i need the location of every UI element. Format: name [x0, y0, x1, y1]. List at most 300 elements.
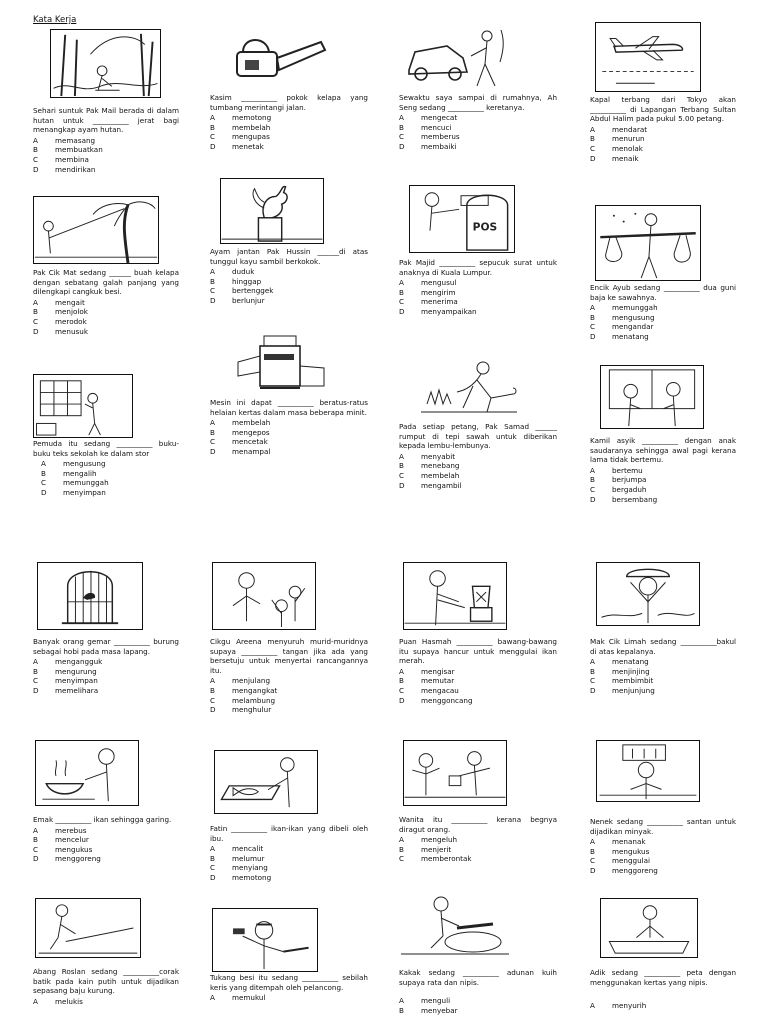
option-letter: A	[210, 418, 215, 428]
question-20	[590, 740, 736, 876]
option-letter: A	[590, 657, 595, 667]
options-list	[210, 418, 368, 456]
option[interactable]	[210, 418, 368, 428]
option-text: mengukus	[55, 844, 93, 854]
option[interactable]	[399, 297, 557, 307]
option-text: memelihara	[55, 685, 99, 695]
blender-icon	[403, 562, 507, 630]
option-text: membaiki	[421, 141, 457, 151]
option[interactable]	[590, 134, 736, 144]
question-15	[399, 562, 557, 705]
question-14	[210, 562, 368, 715]
options-list	[399, 996, 557, 1015]
option-letter: C	[399, 470, 405, 480]
options-list	[33, 298, 179, 336]
tracing-map-icon	[600, 898, 698, 958]
question-stem: Encik Ayub sedang __________ dua guni baja ke sawahnya.	[590, 283, 736, 302]
option[interactable]	[590, 303, 736, 313]
option-letter: B	[33, 307, 38, 317]
option[interactable]	[210, 696, 368, 706]
option-text: menyiang	[232, 863, 268, 873]
option-letter: A	[210, 113, 215, 123]
option-letter: A	[33, 657, 38, 667]
option-text: membimbit	[612, 676, 654, 686]
option[interactable]	[590, 676, 736, 686]
option-letter: B	[33, 666, 38, 676]
question-17	[33, 740, 179, 864]
option[interactable]	[399, 452, 557, 462]
option-text: mengusung	[612, 312, 655, 322]
option[interactable]	[399, 307, 557, 317]
question-22	[210, 908, 368, 1003]
option-text: mengepos	[232, 427, 270, 437]
option-text: menyimpan	[55, 676, 98, 686]
option[interactable]	[399, 686, 557, 696]
question-stem: Mak Cik Limah sedang __________bakul di atas kepalanya.	[590, 637, 736, 656]
forest-trap-icon	[50, 29, 161, 98]
option[interactable]	[590, 495, 736, 505]
option-letter: A	[399, 835, 404, 845]
option-text: memunggah	[63, 478, 109, 488]
option-letter: C	[33, 676, 39, 686]
option[interactable]	[33, 835, 179, 845]
option-letter: D	[33, 854, 39, 864]
question-stem: Kamil asyik __________ dengan anak saudaranya sehingga awal pagi kerana lama tidak bertemu.	[590, 436, 736, 465]
option-letter: C	[210, 286, 216, 296]
option[interactable]	[399, 123, 557, 133]
option-text: menyampaikan	[421, 306, 477, 316]
option-text: membina	[55, 154, 89, 164]
question-stem: Kakak sedang __________ adunan kuih supaya rata dan nipis.	[399, 968, 557, 987]
option-text: bertemu	[612, 465, 643, 475]
option[interactable]	[590, 856, 736, 866]
option-letter: B	[399, 676, 404, 686]
birdcage-icon	[37, 562, 143, 630]
option-letter: B	[210, 122, 215, 132]
option[interactable]	[210, 447, 368, 457]
option-letter: B	[399, 461, 404, 471]
option-letter: B	[41, 468, 46, 478]
batik-drawing-icon	[35, 898, 141, 958]
option[interactable]	[33, 145, 179, 155]
svg-text:POS: POS	[472, 220, 498, 234]
option-text: mengambil	[421, 480, 462, 490]
option-text: mendarat	[612, 124, 648, 134]
question-stem: Fatin __________ ikan-ikan yang dibeli oleh ibu.	[210, 824, 368, 843]
option-letter: C	[590, 322, 596, 332]
option[interactable]	[33, 845, 179, 855]
options-list	[210, 676, 368, 714]
option-text: menolak	[612, 143, 643, 153]
option-text: mencetak	[232, 437, 268, 447]
option-letter: B	[590, 846, 595, 856]
option-text: menjulang	[232, 676, 271, 686]
option-letter: D	[590, 153, 596, 163]
option-text: membelah	[232, 418, 271, 428]
option-text: memotong	[232, 113, 272, 123]
question-19	[399, 740, 557, 864]
page-title: Kata Kerja	[33, 15, 77, 25]
option-letter: D	[590, 494, 596, 504]
option[interactable]	[590, 125, 736, 135]
option-letter: A	[399, 996, 404, 1006]
option-letter: B	[590, 666, 595, 676]
option[interactable]	[33, 327, 179, 337]
option-text: memberontak	[421, 854, 472, 864]
option[interactable]	[33, 136, 179, 146]
question-stem: Kasim __________ pokok kelapa yang tumbang merintangi jalan.	[210, 93, 368, 112]
option-text: mengangkat	[232, 685, 278, 695]
question-stem: Sehari suntuk Pak Mail berada di dalam hutan untuk __________ jerat bagi menangkap ayam hutan.	[33, 106, 179, 135]
option-text: menjerit	[421, 844, 452, 854]
option-letter: C	[210, 863, 216, 873]
option-letter: C	[399, 297, 405, 307]
option-text: mengacau	[421, 685, 459, 695]
option-letter: D	[41, 487, 47, 497]
option-letter: A	[590, 837, 595, 847]
option[interactable]	[33, 676, 179, 686]
option-text: merebus	[55, 825, 87, 835]
option-text: hinggap	[232, 276, 262, 286]
option-text: berlunjur	[232, 295, 265, 305]
option[interactable]	[210, 844, 368, 854]
question-18	[210, 750, 368, 883]
option[interactable]	[33, 165, 179, 175]
option[interactable]	[590, 466, 736, 476]
option-letter: D	[590, 685, 596, 695]
option[interactable]	[33, 686, 179, 696]
option-letter: B	[399, 287, 404, 297]
question-stem: Emak __________ ikan sehingga garing.	[33, 815, 172, 824]
option-text: menaik	[612, 153, 639, 163]
option[interactable]	[590, 1001, 736, 1011]
option-text: menggoreng	[612, 865, 658, 875]
option[interactable]	[33, 307, 179, 317]
question-3	[399, 22, 557, 152]
rooster-icon	[220, 178, 324, 244]
question-stem: Sewaktu saya sampai di rumahnya, Ah Seng sedang __________ keretanya.	[399, 93, 557, 112]
option[interactable]	[210, 113, 368, 123]
question-stem: Pemuda itu sedang __________ buku-buku teks sekolah ke dalam stor	[33, 439, 179, 458]
option[interactable]	[33, 317, 179, 327]
option-text: mencalit	[232, 844, 264, 854]
printer-icon	[234, 332, 326, 394]
options-list	[33, 997, 179, 1007]
option[interactable]	[590, 485, 736, 495]
question-5	[33, 196, 179, 336]
option-letter: D	[399, 480, 405, 490]
option[interactable]	[210, 676, 368, 686]
option-text: mengalih	[63, 468, 97, 478]
option[interactable]	[399, 676, 557, 686]
option[interactable]	[590, 322, 736, 332]
option[interactable]	[590, 154, 736, 164]
question-23	[399, 886, 557, 1015]
option[interactable]	[33, 854, 179, 864]
option-letter: C	[590, 143, 596, 153]
option-letter: A	[399, 666, 404, 676]
options-list	[590, 466, 736, 504]
option[interactable]	[41, 469, 179, 479]
options-list	[210, 267, 368, 305]
option-letter: D	[590, 865, 596, 875]
chainsaw-icon	[219, 22, 329, 90]
option[interactable]	[590, 332, 736, 342]
question-9	[210, 332, 368, 457]
option[interactable]	[399, 142, 557, 152]
option-letter: C	[399, 685, 405, 695]
option-text: memutar	[421, 676, 455, 686]
question-stem: Banyak orang gemar __________ burung sebagai hobi pada masa lapang.	[33, 637, 179, 656]
option-letter: A	[399, 113, 404, 123]
option[interactable]	[399, 696, 557, 706]
option[interactable]	[33, 667, 179, 677]
option-text: membelah	[232, 122, 271, 132]
question-stem: Puan Hasmah __________ bawang-bawang itu supaya hancur untuk menggulai ikan merah.	[399, 637, 557, 666]
option[interactable]	[399, 854, 557, 864]
option-letter: C	[210, 437, 216, 447]
option-text: melambung	[232, 695, 276, 705]
options-list	[33, 136, 179, 174]
option-text: menggoreng	[55, 854, 101, 864]
option[interactable]	[590, 667, 736, 677]
option-text: mengecat	[421, 113, 458, 123]
option-letter: B	[210, 685, 215, 695]
option[interactable]	[210, 267, 368, 277]
options-list	[590, 303, 736, 341]
option[interactable]	[210, 132, 368, 142]
question-2	[210, 22, 368, 152]
option[interactable]	[210, 437, 368, 447]
option[interactable]	[399, 113, 557, 123]
option-letter: D	[33, 164, 39, 174]
option-text: bertenggek	[232, 286, 274, 296]
question-stem: Pada setiap petang, Pak Samad ______ rumput di tepi sawah untuk diberikan kepada lembu-lembunya.	[399, 422, 557, 451]
option[interactable]	[399, 996, 557, 1006]
option[interactable]	[210, 993, 368, 1003]
carrying-sacks-icon	[595, 205, 701, 281]
option-text: menyebar	[421, 1005, 458, 1015]
option-letter: A	[41, 459, 46, 469]
option[interactable]	[399, 471, 557, 481]
option[interactable]	[210, 854, 368, 864]
question-stem: Kapal terbang dari Tokyo akan __________ di Lapangan Terbang Sultan Abdul Halim pada pukul 5.00 petang.	[590, 95, 736, 124]
car-wash-icon	[405, 22, 510, 90]
question-6	[210, 178, 368, 306]
option-text: mengusul	[421, 278, 457, 288]
option-text: mendirikan	[55, 164, 96, 174]
option-text: bergaduh	[612, 484, 647, 494]
option[interactable]	[590, 313, 736, 323]
option-text: memasang	[55, 135, 96, 145]
options-list	[33, 657, 179, 695]
options-list	[399, 113, 557, 151]
option-text: menanak	[612, 837, 646, 847]
option[interactable]	[590, 657, 736, 667]
option-text: menghulur	[232, 705, 272, 715]
question-7	[399, 185, 557, 317]
option-text: berjumpa	[612, 475, 647, 485]
option[interactable]	[33, 997, 179, 1007]
option[interactable]	[399, 845, 557, 855]
option-text: menebang	[421, 461, 460, 471]
question-24	[590, 898, 736, 1011]
option-letter: B	[399, 122, 404, 132]
option-letter: D	[33, 685, 39, 695]
grass-cutting-icon	[417, 352, 521, 418]
option[interactable]	[399, 278, 557, 288]
option-letter: A	[590, 465, 595, 475]
option-letter: B	[399, 844, 404, 854]
mailbox-icon	[409, 185, 515, 253]
option-letter: A	[210, 844, 215, 854]
option[interactable]	[33, 155, 179, 165]
question-stem: Pak Cik Mat sedang ______ buah kelapa dengan sebatang galah panjang yang dilengkapi cangkuk besi.	[33, 268, 179, 297]
option-text: menggulai	[612, 856, 651, 866]
option-text: menerima	[421, 297, 458, 307]
option-text: mengeluh	[421, 835, 458, 845]
option[interactable]	[33, 298, 179, 308]
option-letter: B	[399, 1005, 404, 1015]
option-letter: B	[210, 427, 215, 437]
option[interactable]	[399, 288, 557, 298]
option-letter: C	[590, 676, 596, 686]
option-letter: B	[590, 134, 595, 144]
question-16	[590, 562, 736, 696]
option-text: mengirim	[421, 287, 456, 297]
option[interactable]	[210, 863, 368, 873]
question-11	[399, 352, 557, 490]
option[interactable]	[399, 1006, 557, 1016]
option-letter: A	[33, 297, 38, 307]
option-letter: D	[33, 326, 39, 336]
option[interactable]	[590, 847, 736, 857]
option-text: menyurih	[612, 1001, 647, 1011]
option-text: mengisar	[421, 666, 455, 676]
option[interactable]	[41, 459, 179, 469]
option-letter: B	[33, 835, 38, 845]
cleaning-fish-icon	[214, 750, 318, 814]
option-text: memberus	[421, 132, 460, 142]
option-letter: D	[399, 306, 405, 316]
option-text: memukul	[232, 993, 266, 1003]
option[interactable]	[399, 481, 557, 491]
option-text: mengusung	[63, 459, 106, 469]
options-list	[210, 993, 368, 1003]
option[interactable]	[590, 686, 736, 696]
snatch-theft-icon	[403, 740, 507, 806]
option[interactable]	[33, 657, 179, 667]
option[interactable]	[210, 142, 368, 152]
option-text: mencelur	[55, 835, 89, 845]
option[interactable]	[41, 488, 179, 498]
option-letter: D	[210, 705, 216, 715]
option[interactable]	[590, 866, 736, 876]
question-stem: Abang Roslan sedang __________corak batik pada kain putih untuk dijadikan sepasang baju kurung.	[33, 967, 179, 996]
store-room-icon	[33, 374, 133, 438]
option-text: mengait	[55, 297, 85, 307]
option-text: bersembang	[612, 494, 658, 504]
option-text: mengangguk	[55, 657, 103, 667]
option-text: mengandar	[612, 322, 654, 332]
option-text: menurun	[612, 134, 645, 144]
option-letter: A	[33, 825, 38, 835]
option-letter: D	[210, 141, 216, 151]
option-letter: C	[590, 856, 596, 866]
option[interactable]	[590, 475, 736, 485]
question-stem: Adik sedang __________ peta dengan menggunakan kertas yang nipis.	[590, 968, 736, 987]
option-text: menusuk	[55, 326, 88, 336]
question-stem: Wanita itu __________ kerana begnya diragut orang.	[399, 815, 557, 834]
option-text: mencuci	[421, 122, 452, 132]
option-letter: C	[33, 316, 39, 326]
option[interactable]	[33, 826, 179, 836]
option-text: membelah	[421, 470, 460, 480]
option-text: mengukus	[612, 846, 650, 856]
option[interactable]	[590, 837, 736, 847]
option[interactable]	[590, 144, 736, 154]
option-letter: B	[210, 276, 215, 286]
option-letter: C	[210, 132, 216, 142]
option-text: memotong	[232, 872, 272, 882]
question-stem: Cikgu Areena menyuruh murid-muridnya supaya __________ tangan jika ada yang bersetuju untuk menyertai rancangannya itu.	[210, 637, 368, 675]
options-list	[210, 844, 368, 882]
option-text: menjinjing	[612, 666, 650, 676]
options-list	[590, 657, 736, 695]
option-text: menguli	[421, 996, 451, 1006]
option-text: melukis	[55, 996, 83, 1006]
coconut-picking-icon	[33, 196, 159, 264]
option[interactable]	[210, 873, 368, 883]
options-list	[399, 835, 557, 864]
option[interactable]	[210, 296, 368, 306]
question-stem: Tukang besi itu sedang __________ sebilah keris yang ditempah oleh pelancong.	[210, 973, 368, 992]
option[interactable]	[399, 461, 557, 471]
option-letter: A	[590, 303, 595, 313]
option[interactable]	[210, 705, 368, 715]
options-list	[590, 125, 736, 163]
question-stem: Ayam jantan Pak Hussin ______di atas tunggul kayu sambil berkokok.	[210, 247, 368, 266]
option[interactable]	[210, 277, 368, 287]
option-letter: A	[210, 993, 215, 1003]
options-list	[33, 826, 179, 864]
option-text: melumur	[232, 853, 265, 863]
option-text: menampal	[232, 446, 271, 456]
options-list	[590, 1001, 736, 1011]
option-letter: C	[33, 844, 39, 854]
option-letter: D	[399, 141, 405, 151]
option-letter: A	[399, 451, 404, 461]
option-letter: C	[33, 154, 39, 164]
option-letter: A	[399, 278, 404, 288]
option[interactable]	[210, 686, 368, 696]
airplane-icon	[595, 22, 701, 92]
option[interactable]	[41, 478, 179, 488]
option[interactable]	[210, 123, 368, 133]
option-letter: C	[399, 132, 405, 142]
option[interactable]	[399, 835, 557, 845]
option-letter: A	[210, 267, 215, 277]
option[interactable]	[210, 428, 368, 438]
options-list	[590, 837, 736, 875]
options-list	[399, 278, 557, 316]
option[interactable]	[399, 132, 557, 142]
option[interactable]	[210, 286, 368, 296]
option[interactable]	[399, 667, 557, 677]
basket-on-head-icon	[596, 562, 700, 626]
option-letter: D	[210, 295, 216, 305]
option-letter: D	[210, 446, 216, 456]
